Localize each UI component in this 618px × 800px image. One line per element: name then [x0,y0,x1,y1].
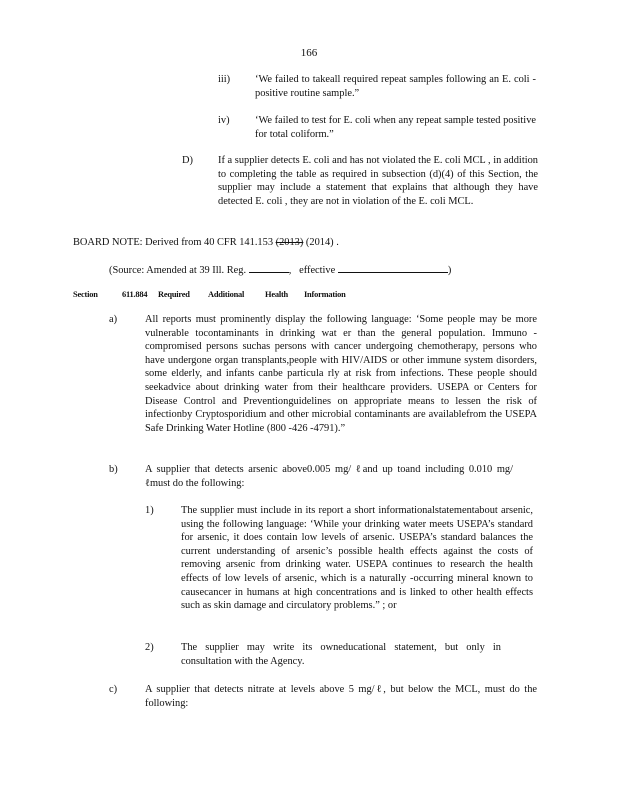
item-text: The supplier may write its owneducational statement, but only in consultation with the Agency. [181,642,501,667]
source-line [109,262,451,278]
board-note [73,236,339,250]
item-text: The supplier must include in its report a short informationalstatementabout arsenic, using the following language: ‘While your drinking water meets USEPA’s standard for arsenic, it does contain low levels of arsenic. USEPA’s standard balances the current understanding of arsenic’s possible health effects against the costs of removing arsenic from drinking water. USEPA continues to research the health effects of low levels of arsenic, which is a naturally -occurring mineral known to causecancer in humans at high concentrations and is linked to other health effects such as skin damage and circulatory problems.” ; or [181,505,533,612]
subsection-text: All reports must prominently display the following language: ‘Some people may be more vulnerable tocontaminants in drinking wat er than the general population. Immuno -compromised persons suchas persons with cancer undergoing chemotherapy, persons who have undergone organ transplants,people with HIV/AIDS or other immune system disorders, some elderly, and infants canbe particula rly at risk from infections. These people should seekadvice about drinking water from their healthcare providers. USEPA or Centers for Disease Control and Preventionguidelines on appropriate means to lessen the risk of infectionby Cryptosporidium and other microbial contaminants are availablefrom the USEPA Safe Drinking Water Hotline (800 -426 -4791).” [145,314,537,434]
source-prefix: (Source: Amended at 39 Ill. Reg. [109,265,247,276]
section-title-word: Additional [208,290,245,299]
section-label: Section [73,290,98,299]
subsection-label: b) [109,464,118,475]
item-label: iii) [218,74,231,85]
section-title-word: Information [304,290,346,299]
board-note-suffix: (2014) . [303,237,339,248]
item-label: 1) [145,505,154,516]
item-label: D) [182,155,193,166]
board-note-prefix: BOARD NOTE: Derived from 40 CFR 141.153 [73,237,274,248]
board-note-struck-year: (2013) [275,237,304,248]
item-label: iv) [218,115,230,126]
section-number: 611.884 [122,290,148,299]
source-comma: , [288,265,292,276]
item-label: 2) [145,642,154,653]
section-title-word: Required [158,290,190,299]
subsection-label: a) [109,314,118,325]
section-heading [0,288,618,302]
section-title-word: Health [265,290,288,299]
subsection-label: c) [109,684,118,695]
source-effective: effective [299,265,336,276]
page-number: 166 [300,47,318,59]
subsection-text: A supplier that detects nitrate at levels above 5 mg/ℓ, but below the MCL, must do the following: [145,684,537,709]
subsection-text: A supplier that detects arsenic above0.005 mg/ ℓand up toand including 0.010 mg/ ℓmust do the following: [145,464,513,489]
item-text: ‘We failed to test for E. coli when any repeat sample tested positive for total coliform.” [255,115,536,140]
source-close: ) [447,265,452,276]
source-blank-register [249,262,289,273]
source-blank-date [338,262,448,273]
item-text: ‘We failed to takeall required repeat samples following an E. coli -positive routine sample.” [255,74,536,99]
item-text: If a supplier detects E. coli and has not violated the E. coli MCL , in addition to completing the table as required in subsection (d)(4) of this Section, the supplier may include a statement that explains that although they have detected E. coli , they are not in violation of the E. coli MCL. [218,155,538,207]
